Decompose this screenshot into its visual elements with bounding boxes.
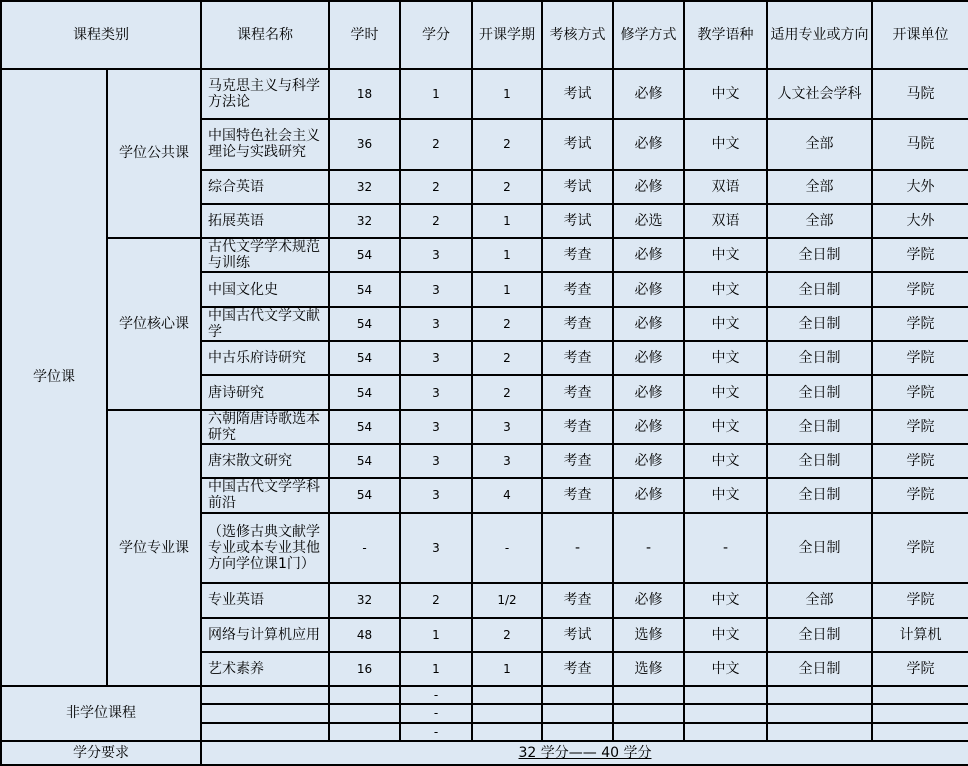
non-degree-row bbox=[1, 686, 968, 704]
course-hours: 54 bbox=[329, 272, 400, 306]
header-semester: 开课学期 bbox=[472, 1, 542, 69]
course-language: 中文 bbox=[684, 652, 767, 686]
course-semester: 2 bbox=[472, 170, 542, 204]
course-unit: 学院 bbox=[872, 307, 968, 341]
course-credits: 3 bbox=[400, 478, 472, 512]
course-applicable: 人文社会学科 bbox=[767, 69, 872, 119]
course-semester: 1 bbox=[472, 204, 542, 238]
header-hours: 学时 bbox=[329, 1, 400, 69]
course-unit: 马院 bbox=[872, 69, 968, 119]
course-credits: 3 bbox=[400, 375, 472, 409]
course-language: 中文 bbox=[684, 272, 767, 306]
empty-cell bbox=[872, 704, 968, 722]
course-study-mode: 必修 bbox=[613, 69, 684, 119]
empty-cell bbox=[767, 686, 872, 704]
course-hours: 54 bbox=[329, 307, 400, 341]
course-credits: 3 bbox=[400, 307, 472, 341]
non-degree-credits: - bbox=[400, 686, 472, 704]
course-semester: 2 bbox=[472, 341, 542, 375]
empty-cell bbox=[201, 686, 329, 704]
empty-cell bbox=[542, 704, 613, 722]
course-applicable: 全日制 bbox=[767, 652, 872, 686]
credit-requirement-cell bbox=[201, 741, 968, 765]
course-credits: 3 bbox=[400, 410, 472, 444]
course-language: 中文 bbox=[684, 238, 767, 272]
course-hours: 54 bbox=[329, 341, 400, 375]
course-assessment: 考试 bbox=[542, 119, 613, 169]
header-assessment: 考核方式 bbox=[542, 1, 613, 69]
course-hours: 48 bbox=[329, 618, 400, 652]
subcategory-label: 学位核心课 bbox=[107, 238, 201, 410]
course-applicable: 全日制 bbox=[767, 272, 872, 306]
course-applicable: 全日制 bbox=[767, 341, 872, 375]
course-credits: 1 bbox=[400, 618, 472, 652]
course-name: 六朝隋唐诗歌选本研究 bbox=[201, 410, 329, 444]
course-hours: 36 bbox=[329, 119, 400, 169]
empty-cell bbox=[329, 704, 400, 722]
course-credits: 3 bbox=[400, 513, 472, 584]
header-category: 课程类别 bbox=[1, 1, 201, 69]
course-name: 拓展英语 bbox=[201, 204, 329, 238]
course-name: 中国文化史 bbox=[201, 272, 329, 306]
empty-cell bbox=[472, 704, 542, 722]
course-hours: 32 bbox=[329, 583, 400, 617]
course-name: 专业英语 bbox=[201, 583, 329, 617]
empty-cell bbox=[201, 704, 329, 722]
course-study-mode: 必修 bbox=[613, 272, 684, 306]
course-hours: 32 bbox=[329, 170, 400, 204]
course-semester: 2 bbox=[472, 119, 542, 169]
subcategory-label: 学位专业课 bbox=[107, 410, 201, 687]
course-language: 中文 bbox=[684, 119, 767, 169]
course-unit: 计算机 bbox=[872, 618, 968, 652]
course-unit: 马院 bbox=[872, 119, 968, 169]
course-name: 马克思主义与科学方法论 bbox=[201, 69, 329, 119]
course-semester: 4 bbox=[472, 478, 542, 512]
empty-cell bbox=[684, 686, 767, 704]
course-credits: 3 bbox=[400, 238, 472, 272]
course-study-mode: 必修 bbox=[613, 238, 684, 272]
course-name: 综合英语 bbox=[201, 170, 329, 204]
course-study-mode: 必修 bbox=[613, 375, 684, 409]
course-study-mode: 必修 bbox=[613, 444, 684, 478]
course-unit: 大外 bbox=[872, 204, 968, 238]
course-unit: 学院 bbox=[872, 513, 968, 584]
course-study-mode: 必修 bbox=[613, 583, 684, 617]
course-semester: 1 bbox=[472, 272, 542, 306]
course-unit: 学院 bbox=[872, 238, 968, 272]
course-applicable: 全日制 bbox=[767, 238, 872, 272]
table-row bbox=[1, 238, 968, 272]
empty-cell bbox=[684, 704, 767, 722]
course-hours: 54 bbox=[329, 478, 400, 512]
course-semester: - bbox=[472, 513, 542, 584]
course-study-mode: 选修 bbox=[613, 618, 684, 652]
course-name: 唐宋散文研究 bbox=[201, 444, 329, 478]
course-unit: 大外 bbox=[872, 170, 968, 204]
course-credits: 3 bbox=[400, 341, 472, 375]
course-assessment: 考查 bbox=[542, 583, 613, 617]
course-hours: 54 bbox=[329, 410, 400, 444]
course-credits: 2 bbox=[400, 204, 472, 238]
non-degree-credits: - bbox=[400, 723, 472, 741]
course-name: 中国古代文学文献学 bbox=[201, 307, 329, 341]
non-degree-credits: - bbox=[400, 704, 472, 722]
course-semester: 1 bbox=[472, 69, 542, 119]
course-applicable: 全日制 bbox=[767, 375, 872, 409]
course-language: 中文 bbox=[684, 375, 767, 409]
header-name: 课程名称 bbox=[201, 1, 329, 69]
course-assessment: 考查 bbox=[542, 238, 613, 272]
course-assessment: 考查 bbox=[542, 307, 613, 341]
course-semester: 1 bbox=[472, 238, 542, 272]
course-applicable: 全日制 bbox=[767, 513, 872, 584]
course-applicable: 全日制 bbox=[767, 444, 872, 478]
course-credits: 2 bbox=[400, 170, 472, 204]
course-assessment: 考查 bbox=[542, 375, 613, 409]
course-name: 网络与计算机应用 bbox=[201, 618, 329, 652]
course-language: 双语 bbox=[684, 170, 767, 204]
course-study-mode: 必修 bbox=[613, 170, 684, 204]
course-study-mode: - bbox=[613, 513, 684, 584]
course-unit: 学院 bbox=[872, 272, 968, 306]
course-unit: 学院 bbox=[872, 410, 968, 444]
empty-cell bbox=[872, 686, 968, 704]
header-study-mode: 修学方式 bbox=[613, 1, 684, 69]
course-semester: 1 bbox=[472, 652, 542, 686]
course-language: 中文 bbox=[684, 583, 767, 617]
course-name: 古代文学学术规范与训练 bbox=[201, 238, 329, 272]
course-hours: 32 bbox=[329, 204, 400, 238]
course-name: （选修古典文献学专业或本专业其他方向学位课1门） bbox=[201, 513, 329, 584]
course-assessment: 考试 bbox=[542, 204, 613, 238]
course-study-mode: 必选 bbox=[613, 204, 684, 238]
empty-cell bbox=[613, 723, 684, 741]
course-assessment: 考查 bbox=[542, 444, 613, 478]
course-name: 中古乐府诗研究 bbox=[201, 341, 329, 375]
empty-cell bbox=[329, 686, 400, 704]
table-row bbox=[1, 69, 968, 119]
header-applicable: 适用专业或方向 bbox=[767, 1, 872, 69]
course-credits: 2 bbox=[400, 583, 472, 617]
course-hours: - bbox=[329, 513, 400, 584]
course-study-mode: 选修 bbox=[613, 652, 684, 686]
course-language: 中文 bbox=[684, 410, 767, 444]
empty-cell bbox=[542, 723, 613, 741]
course-assessment: 考查 bbox=[542, 272, 613, 306]
course-semester: 1/2 bbox=[472, 583, 542, 617]
course-language: 双语 bbox=[684, 204, 767, 238]
empty-cell bbox=[872, 723, 968, 741]
non-degree-label: 非学位课程 bbox=[1, 686, 201, 740]
empty-cell bbox=[684, 723, 767, 741]
course-applicable: 全部 bbox=[767, 204, 872, 238]
course-language: 中文 bbox=[684, 444, 767, 478]
empty-cell bbox=[542, 686, 613, 704]
course-study-mode: 必修 bbox=[613, 119, 684, 169]
empty-cell bbox=[613, 686, 684, 704]
header-unit: 开课单位 bbox=[872, 1, 968, 69]
course-applicable: 全日制 bbox=[767, 307, 872, 341]
header-row bbox=[1, 1, 968, 69]
course-language: 中文 bbox=[684, 341, 767, 375]
course-applicable: 全部 bbox=[767, 583, 872, 617]
course-study-mode: 必修 bbox=[613, 478, 684, 512]
empty-cell bbox=[472, 723, 542, 741]
course-credits: 3 bbox=[400, 444, 472, 478]
category-degree-course: 学位课 bbox=[1, 69, 107, 687]
course-study-mode: 必修 bbox=[613, 341, 684, 375]
credit-requirement-row bbox=[1, 741, 968, 765]
course-name: 中国特色社会主义理论与实践研究 bbox=[201, 119, 329, 169]
course-semester: 2 bbox=[472, 375, 542, 409]
course-applicable: 全部 bbox=[767, 170, 872, 204]
course-unit: 学院 bbox=[872, 444, 968, 478]
course-language: 中文 bbox=[684, 478, 767, 512]
course-language: 中文 bbox=[684, 69, 767, 119]
course-semester: 3 bbox=[472, 444, 542, 478]
course-name: 艺术素养 bbox=[201, 652, 329, 686]
course-unit: 学院 bbox=[872, 478, 968, 512]
course-applicable: 全部 bbox=[767, 119, 872, 169]
course-credits: 2 bbox=[400, 119, 472, 169]
empty-cell bbox=[767, 704, 872, 722]
course-name: 中国古代文学学科前沿 bbox=[201, 478, 329, 512]
subcategory-label: 学位公共课 bbox=[107, 69, 201, 239]
empty-cell bbox=[472, 686, 542, 704]
course-hours: 16 bbox=[329, 652, 400, 686]
empty-cell bbox=[613, 704, 684, 722]
course-hours: 54 bbox=[329, 375, 400, 409]
course-credits: 1 bbox=[400, 652, 472, 686]
course-language: 中文 bbox=[684, 307, 767, 341]
course-assessment: 考试 bbox=[542, 618, 613, 652]
course-unit: 学院 bbox=[872, 375, 968, 409]
course-unit: 学院 bbox=[872, 583, 968, 617]
header-credits: 学分 bbox=[400, 1, 472, 69]
course-assessment: 考试 bbox=[542, 170, 613, 204]
course-name: 唐诗研究 bbox=[201, 375, 329, 409]
credit-requirement-value: 32 学分—— 40 学分 bbox=[518, 744, 652, 761]
table-row bbox=[1, 410, 968, 444]
empty-cell bbox=[329, 723, 400, 741]
course-hours: 18 bbox=[329, 69, 400, 119]
course-credits: 1 bbox=[400, 69, 472, 119]
course-applicable: 全日制 bbox=[767, 618, 872, 652]
course-applicable: 全日制 bbox=[767, 410, 872, 444]
course-semester: 2 bbox=[472, 307, 542, 341]
course-language: 中文 bbox=[684, 618, 767, 652]
course-assessment: 考试 bbox=[542, 69, 613, 119]
course-assessment: 考查 bbox=[542, 341, 613, 375]
empty-cell bbox=[201, 723, 329, 741]
course-credits: 3 bbox=[400, 272, 472, 306]
course-unit: 学院 bbox=[872, 652, 968, 686]
course-study-mode: 必修 bbox=[613, 410, 684, 444]
course-semester: 3 bbox=[472, 410, 542, 444]
course-hours: 54 bbox=[329, 238, 400, 272]
course-assessment: 考查 bbox=[542, 652, 613, 686]
course-study-mode: 必修 bbox=[613, 307, 684, 341]
course-assessment: 考查 bbox=[542, 410, 613, 444]
course-hours: 54 bbox=[329, 444, 400, 478]
header-language: 教学语种 bbox=[684, 1, 767, 69]
credit-requirement-label: 学分要求 bbox=[1, 741, 201, 765]
course-unit: 学院 bbox=[872, 341, 968, 375]
course-applicable: 全日制 bbox=[767, 478, 872, 512]
course-semester: 2 bbox=[472, 618, 542, 652]
course-assessment: 考查 bbox=[542, 478, 613, 512]
course-language: - bbox=[684, 513, 767, 584]
course-assessment: - bbox=[542, 513, 613, 584]
empty-cell bbox=[767, 723, 872, 741]
